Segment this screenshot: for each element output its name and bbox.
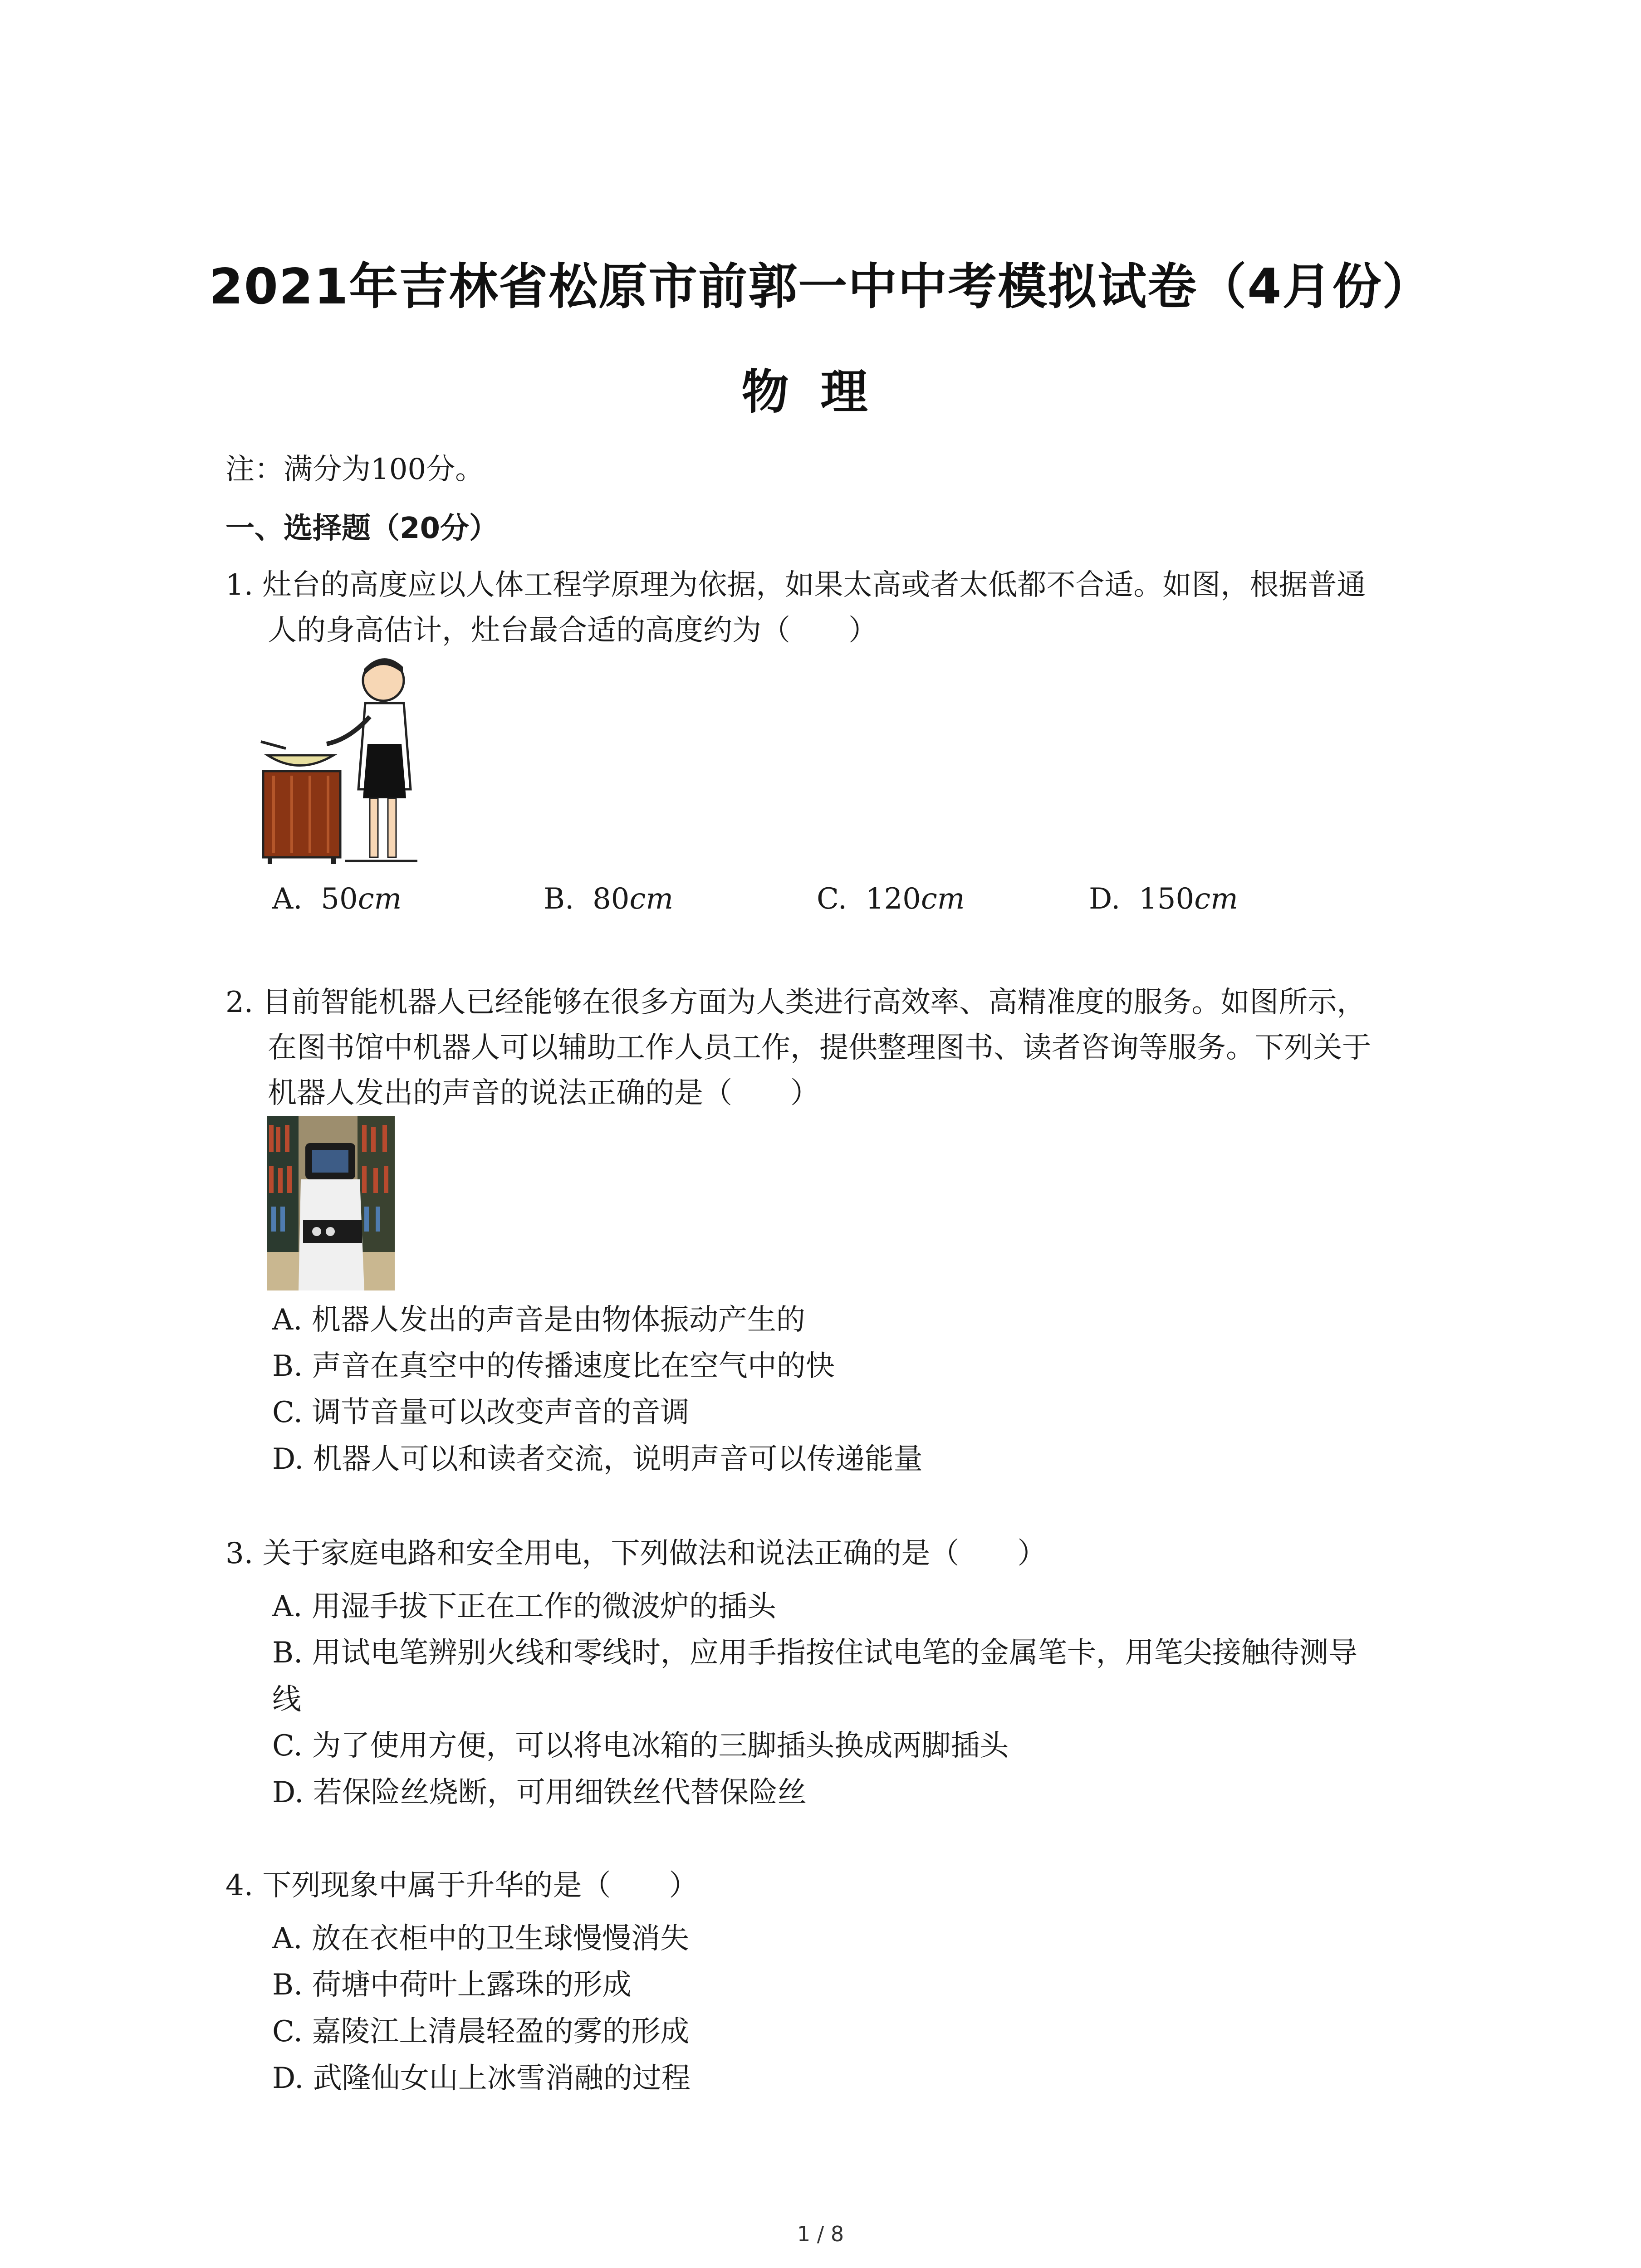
option-label: B. bbox=[544, 882, 574, 916]
question-text-line: 人的身高估计，灶台最合适的高度约为（ ） bbox=[268, 614, 877, 647]
question-text-line: 4. 下列现象中属于升华的是（ ） bbox=[225, 1869, 698, 1902]
section-title: 一、选择题（20分） bbox=[225, 512, 499, 545]
robot-photo bbox=[267, 1116, 395, 1290]
option-a: A. 机器人发出的声音是由物体振动产生的 bbox=[272, 1303, 805, 1337]
option-value: 50 bbox=[321, 882, 358, 916]
option-b: B. 用试电笔辨别火线和零线时，应用手指按住试电笔的金属笔卡，用笔尖接触待测导 bbox=[272, 1636, 1357, 1670]
option-b bbox=[544, 882, 673, 916]
option-b-continued: 线 bbox=[272, 1683, 301, 1716]
score-note: 注：满分为100分。 bbox=[225, 453, 485, 486]
question-text-line: 1. 灶台的高度应以人体工程学原理为依据，如果太高或者太低都不合适。如图，根据普通 bbox=[225, 568, 1366, 602]
option-unit: cm bbox=[629, 882, 674, 916]
option-value: 120 bbox=[865, 882, 921, 916]
question-text-line: 机器人发出的声音的说法正确的是（ ） bbox=[268, 1076, 819, 1110]
option-a bbox=[272, 882, 402, 916]
option-c bbox=[817, 882, 965, 916]
option-unit: cm bbox=[921, 882, 965, 916]
option-b: B. 荷塘中荷叶上露珠的形成 bbox=[272, 1968, 632, 2002]
question-text-line: 2. 目前智能机器人已经能够在很多方面为人类进行高效率、高精准度的服务。如图所示， bbox=[225, 986, 1366, 1019]
option-c: C. 调节音量可以改变声音的音调 bbox=[272, 1396, 690, 1429]
option-unit: cm bbox=[358, 882, 402, 916]
option-label: A. bbox=[272, 882, 303, 916]
option-c: C. 嘉陵江上清晨轻盈的雾的形成 bbox=[272, 2015, 690, 2048]
option-d: D. 若保险丝烧断，可用细铁丝代替保险丝 bbox=[272, 1776, 807, 1809]
subject-title: 物理 bbox=[741, 364, 900, 420]
page-number: 1 / 8 bbox=[797, 2222, 844, 2246]
option-unit: cm bbox=[1194, 882, 1238, 916]
cooking-figure bbox=[259, 653, 422, 866]
option-value: 80 bbox=[593, 882, 630, 916]
option-a: A. 放在衣柜中的卫生球慢慢消失 bbox=[272, 1922, 689, 1955]
option-b: B. 声音在真空中的传播速度比在空气中的快 bbox=[272, 1349, 835, 1383]
option-d: D. 武隆仙女山上冰雪消融的过程 bbox=[272, 2062, 691, 2095]
option-label: C. bbox=[817, 882, 847, 916]
option-c: C. 为了使用方便，可以将电冰箱的三脚插头换成两脚插头 bbox=[272, 1729, 1009, 1763]
option-d: D. 机器人可以和读者交流，说明声音可以传递能量 bbox=[272, 1442, 923, 1476]
question-text-line: 在图书馆中机器人可以辅助工作人员工作，提供整理图书、读者咨询等服务。下列关于 bbox=[268, 1031, 1371, 1065]
option-value: 150 bbox=[1139, 882, 1195, 916]
option-d bbox=[1089, 882, 1238, 916]
document-title: 2021年吉林省松原市前郭一中中考模拟试卷（4月份） bbox=[209, 259, 1432, 315]
option-label: D. bbox=[1089, 882, 1121, 916]
question-text-line: 3. 关于家庭电路和安全用电，下列做法和说法正确的是（ ） bbox=[225, 1537, 1047, 1570]
option-a: A. 用湿手拔下正在工作的微波炉的插头 bbox=[272, 1590, 776, 1623]
